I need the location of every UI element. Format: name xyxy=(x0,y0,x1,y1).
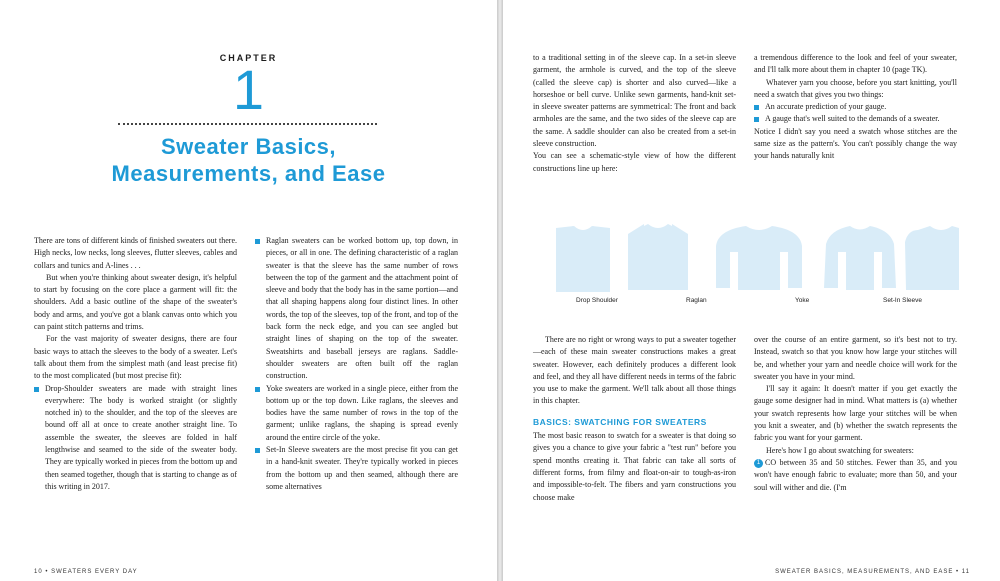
caption-yoke: Yoke xyxy=(795,297,810,304)
right-column-2-bottom xyxy=(754,334,957,494)
paragraph: There are no right or wrong ways to put a sweater together—each of these main sweater constructions makes a great sweater. However, each definitely produces a different look and feel, and they all have different needs in terms of the fabric you use to make the garment. We'll talk about all those things in this chapter. xyxy=(533,335,736,406)
right-column-1-top xyxy=(533,52,736,175)
left-folio: 10 • SWEATERS EVERY DAY xyxy=(34,569,138,575)
left-column-2 xyxy=(255,235,458,493)
left-column-1 xyxy=(34,235,237,493)
dotted-divider xyxy=(118,123,377,125)
numbered-step xyxy=(754,457,957,494)
drop-shoulder-body xyxy=(572,226,594,290)
caption-set-in-sleeve: Set-In Sleeve xyxy=(883,297,923,304)
paragraph: over the course of an entire garment, so it's best not to try. Instead, swatch so that you know how large your stitches will be, and whether your yarn and needle choice will work for the sweater you have in your mind. xyxy=(754,335,957,381)
chapter-label: CHAPTER xyxy=(219,53,278,63)
bullet-drop-shoulder: Drop-Shoulder sweaters are made with straight lines everywhere: The body is worked straight (or slightly notched in) to the shoulder, and the top of the sleeves are bound off all at once to create another straight line. To assemble the sweater, the sleeves are folded in half lengthwise and seamed to the side of the sweater body. They are typically worked in pieces from the bottom up and then seamed together, though that is starting to change as of this writing in 2017. xyxy=(34,383,237,494)
paragraph: Whatever yarn you choose, before you start knitting, you'll need a swatch that gives you two things: xyxy=(754,77,957,99)
paragraph: But when you're thinking about sweater design, it's helpful to start by focusing on the core place a garment will fit: the shoulders. Add a basic outline of the shape of the sweater's body and arms, and you've got a blank canvas onto which you can paint stitch patterns and trims. xyxy=(34,272,237,332)
chapter-title-line1: Sweater Basics, xyxy=(160,134,337,159)
set-in-sleeve xyxy=(905,230,920,290)
section-heading: BASICS: SWATCHING FOR SWEATERS xyxy=(533,416,707,427)
sweater-shapes xyxy=(556,224,959,292)
step-number-badge: 1 xyxy=(754,459,763,468)
chapter-title-line2: Measurements, and Ease xyxy=(111,161,386,186)
left-page xyxy=(0,0,497,581)
paragraph: I'll say it again: It doesn't matter if you get exactly the gauge some designer had in mind. What matters is (a) whether your swatch represents how large your stitches will be when you knit a sweater, and (b) whether the swatch represents the fabric you want for your garment. xyxy=(754,384,957,443)
caption-raglan: Raglan xyxy=(686,297,707,304)
step-text: CO between 35 and 50 stitches. Fewer than 35, and you won't have enough fabric to evaluate; more than 50, and your soul will wither and die. (I'm xyxy=(754,457,957,492)
bullet-suited: A gauge that's well suited to the demands of a sweater. xyxy=(754,113,957,125)
bullet-set-in-sleeve: Set-In Sleeve sweaters are the most precise fit you can get in a hand-knit sweater. They're typically worked in pieces from the bottom up and then seamed, although there are some alternatives xyxy=(255,444,458,493)
paragraph: There are tons of different kinds of finished sweaters out there. High necks, low necks, long sleeves, flutter sleeves, cables and collars and tunics and A-lines . . . xyxy=(34,236,237,270)
paragraph: Here's how I go about swatching for sweaters: xyxy=(766,445,914,455)
paragraph: a tremendous difference to the look and feel of your sweater, and I'll talk more about them in chapter 10 (page TK). xyxy=(754,53,957,75)
paragraph: You can see a schematic-style view of how the different constructions line up here: xyxy=(533,151,736,173)
bullet-raglan: Raglan sweaters can be worked bottom up, top down, in pieces, or all in one. The defining characteristic of a raglan sweater is that the sleeve has the same number of rows between the top of the garment and the attachment point of sleeve and body that the body has in the same portion—and that all shaping happens along four distinct lines. In other words, the top of the sleeves, top of the front, and top of the back form the neck edge, and you can see angled but straight lines of shaping on the top of the sweater. Sweatshirts and baseball jerseys are raglans. Saddle-shoulder sweaters are often built off the raglan construction. xyxy=(255,235,458,383)
yoke-sleeve-left-2 xyxy=(824,226,896,290)
paragraph: For the vast majority of sweater designs, there are four basic ways to attach the sleeves to the body of a sweater. Let's talk about them from the simplest math (and least precise fit) to the most complicated (but most precise fit): xyxy=(34,334,237,381)
bullet-list xyxy=(754,101,957,126)
chapter-number: 1 xyxy=(232,58,265,121)
bullet-gauge: An accurate prediction of your gauge. xyxy=(754,101,957,113)
right-folio: SWEATER BASICS, MEASUREMENTS, AND EASE • 11 xyxy=(775,569,970,575)
bullet-list xyxy=(34,383,237,494)
set-in-shape xyxy=(918,226,959,290)
right-column-1-bottom xyxy=(533,334,736,504)
raglan-sleeve-right xyxy=(672,224,688,290)
sweater-constructions-figure xyxy=(556,222,959,292)
chapter-title xyxy=(0,133,497,187)
right-page xyxy=(503,0,1000,581)
paragraph: Notice I didn't say you need a swatch whose stitches are the same size as the pattern's. You can't possibly change the way your hands naturally knit xyxy=(754,126,957,161)
paragraph: The most basic reason to swatch for a sweater is that doing so gives you a chance to give your fabric a "test run" before you spend months creating it. That fabric can take all sorts of different forms, from filmy and float-on-air to tough-as-iron and impossible-to-felt. The fibers and yarn constructions you choose make xyxy=(533,431,736,502)
bullet-list xyxy=(255,235,458,493)
caption-drop-shoulder: Drop Shoulder xyxy=(576,297,618,304)
bullet-yoke: Yoke sweaters are worked in a single piece, either from the bottom up or the top down. Like raglans, the sleeves and bodies have the same number of rows in the top of the garment; unlike raglans, the shaping is spread evenly around the entire circle of the yoke. xyxy=(255,383,458,444)
raglan-sleeve-left xyxy=(628,224,644,290)
paragraph: to a traditional setting in of the sleeve cap. In a set-in sleeve garment, the armhole is curved, and the top of the sleeve (called the sleeve cap) is shorter and also curved—like a horseshoe or bell curve. Unlike sewn garments, hand-knit set-in sleeve sweater patterns are symmetrical: The front and back armholes are the same, and the two sides of the sleeve cap are the same. A saddle shoulder can also be created from a set-in sleeve construction. xyxy=(533,53,736,149)
yoke-shape xyxy=(716,226,802,290)
right-column-2-top xyxy=(754,52,957,163)
